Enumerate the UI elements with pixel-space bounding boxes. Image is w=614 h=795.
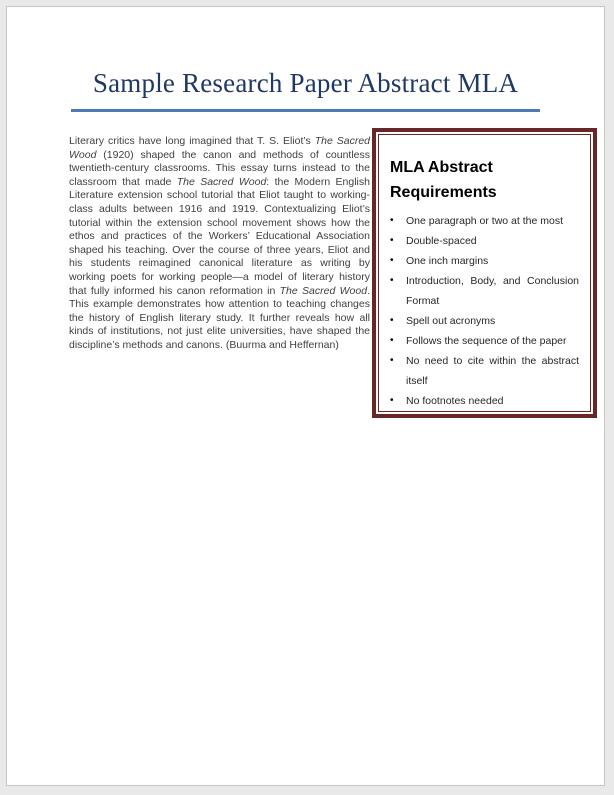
bullet-icon: • xyxy=(390,275,394,286)
list-item xyxy=(390,351,579,391)
list-item-text: Spell out acronyms xyxy=(406,315,496,327)
bullet-icon: • xyxy=(390,215,394,226)
page-title: Sample Research Paper Abstract MLA xyxy=(71,65,540,112)
list-item-text: Follows the sequence of the paper xyxy=(406,335,567,347)
bullet-icon: • xyxy=(390,355,394,366)
requirements-heading: MLA Abstract Requirements xyxy=(390,159,497,201)
text-segment: : the Modern English Literature extension school tutorial that Eliot taught to working-class adults between 1916 and 1919. Contextualizing Eliot’s tutorial within the extension school movement shows how the ethos and practices of the Workers’ Educational Association shaped his teaching. Over the course of three years, Eliot and his students reimagined canonical literature as writing by working poets for working people—a model of literary history that fully informed his canon reformation in xyxy=(69,175,370,297)
italic-text-segment: The Sacred Wood xyxy=(176,175,267,188)
list-item-text: Introduction, Body, and Conclusion Format xyxy=(406,275,579,307)
text-segment: Literary critics have long imagined that T. S. Eliot’s xyxy=(69,135,315,147)
list-item-text: One inch margins xyxy=(406,255,489,267)
requirements-list xyxy=(390,211,579,411)
requirements-box-inner xyxy=(378,134,591,412)
list-item xyxy=(390,231,579,251)
list-item xyxy=(390,311,579,331)
list-item-text: No footnotes needed xyxy=(406,395,504,407)
bullet-icon: • xyxy=(390,235,394,246)
list-item xyxy=(390,211,579,231)
text-segment: . This example demonstrates how attention to teaching changes the history of English literary study. It further reveals how all kinds of institutions, not just elite universities, have shaped the discipline’s methods and canons. (Buurma and Heffernan) xyxy=(69,284,370,351)
list-item-text: One paragraph or two at the most xyxy=(406,215,564,227)
italic-text-segment: The Sacred Wood xyxy=(69,135,370,161)
bullet-icon: • xyxy=(390,255,394,266)
requirements-box xyxy=(372,128,597,418)
list-item xyxy=(390,331,579,351)
content-area xyxy=(69,128,597,418)
list-item-text: Double-spaced xyxy=(406,235,477,247)
document-page xyxy=(6,6,605,786)
list-item xyxy=(390,251,579,271)
bullet-icon: • xyxy=(390,395,394,406)
italic-text-segment: The Sacred Wood xyxy=(279,284,368,297)
text-segment: (1920) shaped the canon and methods of countless twentieth-century classrooms. This essay turns instead to the classroom that made xyxy=(69,148,370,188)
list-item-text: No need to cite within the abstract itself xyxy=(406,355,579,387)
list-item xyxy=(390,391,579,411)
bullet-icon: • xyxy=(390,335,394,346)
bullet-icon: • xyxy=(390,315,394,326)
list-item xyxy=(390,271,579,311)
abstract-paragraph xyxy=(69,135,370,353)
